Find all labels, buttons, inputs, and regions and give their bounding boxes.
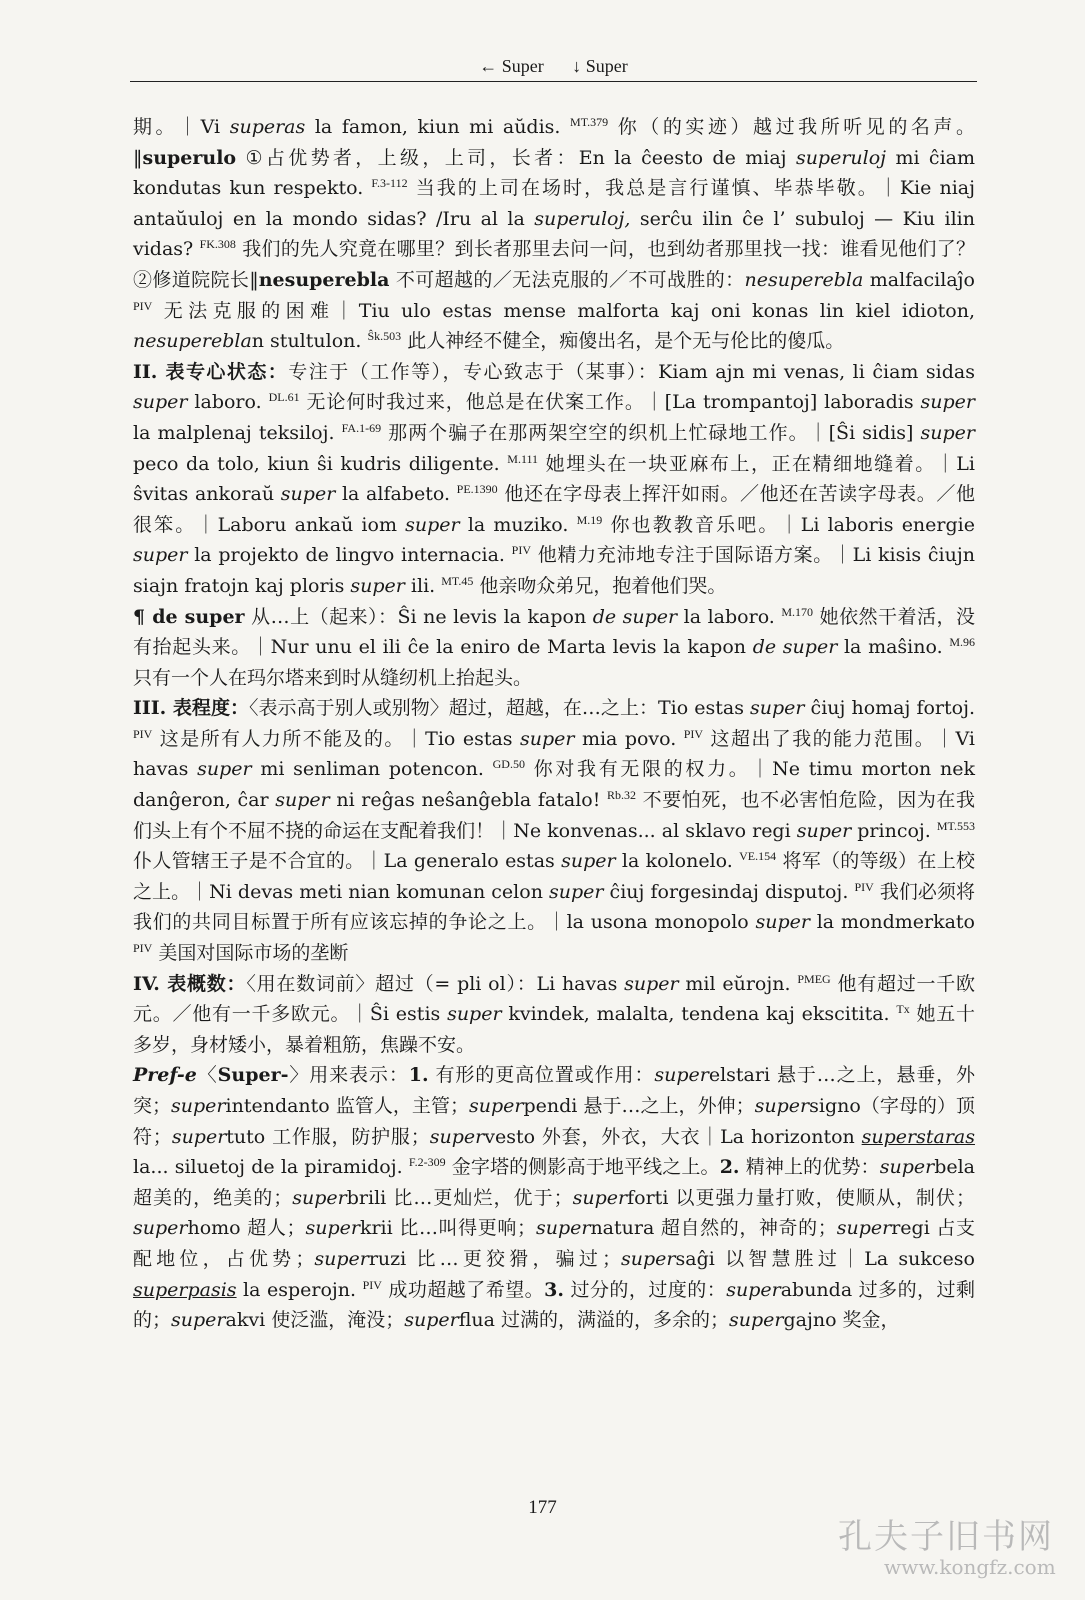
italic-run: super	[133, 1217, 188, 1240]
text-run: elstari 悬于…之上，悬垂，外突；	[133, 1064, 975, 1117]
italic-run: super	[292, 1186, 347, 1209]
bold-run: superulo	[142, 146, 237, 169]
text-run: mia povo.	[574, 727, 684, 750]
italic-run: superuloj,	[534, 207, 631, 230]
text-run: 〈表示高于别人或别物〉超过，超越，在…之上：Tio estas	[249, 697, 751, 720]
text-run: 那两个骗子在那两架空空的织机上忙碌地工作。｜[Ŝi sidis]	[381, 421, 921, 444]
text-run: signo（字母的）顶符；	[133, 1095, 975, 1148]
source-reference: Rb.32	[606, 788, 636, 803]
italic-run: super	[561, 850, 616, 873]
text-run: 〈	[196, 1064, 218, 1087]
italic-run: super	[754, 1095, 810, 1117]
text-run: 金字塔的侧影高于地平线之上。	[445, 1156, 720, 1179]
text-run: n stultulon.	[251, 330, 368, 353]
text-run: flua 过满的，满溢的，多余的；	[458, 1309, 729, 1332]
source-reference: MT.553	[936, 818, 975, 833]
source-reference: M.170	[781, 604, 814, 619]
watermark	[838, 1518, 1063, 1578]
italic-run: super	[314, 1247, 369, 1270]
italic-run: super	[404, 1309, 459, 1332]
text-run: 从…上（起来）：Ŝi ne levis la kapon	[244, 605, 593, 628]
italic-run: superuloj	[795, 146, 887, 169]
text-run: 他还在字母表上挥汗如雨。／他还在苦读字母表。／他很笨。｜Laboru ankaŭ iom	[133, 483, 975, 536]
italic-run: superas	[229, 116, 306, 138]
text-run: 此人神经不健全，痴傻出名，是个无与伦比的傻瓜。	[401, 330, 845, 353]
text-run: vesto 外套，外衣，大衣｜La horizonton	[484, 1125, 862, 1148]
text-run: 美国对国际市场的垄断	[152, 942, 349, 965]
text-run: pendi 悬于…之上，外伸；	[523, 1095, 755, 1117]
source-reference: PIV	[133, 941, 153, 956]
source-reference: F.3-112	[371, 176, 408, 191]
text-run: 不可超越的／无法克服的／不可战胜的：	[389, 268, 745, 291]
text-run: 期。｜Vi	[133, 116, 230, 138]
italic-run: super	[133, 391, 188, 414]
source-reference: VE.154	[739, 849, 777, 864]
source-reference: PIV	[133, 298, 153, 313]
text-run: 你（的实迹）越过我所听见的名声。‖	[133, 116, 975, 169]
italic-run: super	[350, 574, 405, 597]
text-run: 当我的上司在场时，我总是言行谨慎、毕恭毕敬。｜Kie niaj antaŭuloj en la mondo sidas? /Iru al la	[133, 177, 975, 230]
italic-run: super	[750, 697, 805, 720]
text-run: 只有一个人在玛尔塔来到时从缝纫机上抬起头。	[133, 666, 533, 689]
text-run: la alfabeto.	[335, 483, 457, 506]
text-run: 她埋头在一块亚麻布上，正在精细地缝着。｜Li ŝvitas ankoraŭ	[133, 452, 975, 506]
text-run: 这超出了我的能力范围。｜Vi havas	[133, 727, 975, 781]
italic-run: super	[654, 1064, 709, 1087]
bold-run: IV. 表概数：	[133, 972, 247, 995]
source-reference: PMEG	[797, 971, 831, 986]
paragraph	[133, 693, 975, 968]
text-run: la famon, kiun mi aŭdis.	[305, 116, 571, 138]
italic-run: super	[468, 1095, 524, 1117]
italic-run: de super	[592, 605, 678, 628]
italic-run: de super	[752, 636, 838, 659]
text-run: forti 以更强力量打败，使顺从，制伏；	[627, 1186, 976, 1209]
source-reference: M.96	[949, 635, 975, 650]
italic-run: super	[133, 544, 188, 567]
text-run: 〉用来表示：	[288, 1064, 409, 1087]
text-run: ①占优势者，上级，上司，长者：En la ĉeesto de miaj	[236, 146, 796, 169]
text-run: 我们的先人究竟在哪里？到长者那里去问一问，也到幼者那里找一找：谁看见他们了？②修道院院长‖	[133, 238, 976, 291]
italic-run: super	[280, 483, 336, 506]
bold-italic-run: Pref-e	[133, 1064, 197, 1087]
source-reference: DL.61	[268, 390, 300, 405]
watermark-url: www.kongfz.com	[884, 1555, 1056, 1579]
bold-run: 2.	[719, 1156, 740, 1179]
bold-run: ¶ de super	[133, 605, 245, 628]
bold-run: 3.	[544, 1278, 564, 1301]
italic-run: super	[197, 758, 252, 781]
text-run: mil eŭrojn.	[678, 972, 798, 995]
text-run: la laboro.	[677, 605, 782, 628]
text-run: 我们必须将我们的共同目标置于所有应该忘掉的争论之上。｜la usona monopolo	[133, 880, 975, 934]
text-run: 他亲吻众弟兄，抱着他们哭。	[473, 574, 727, 597]
italic-run: super	[879, 1156, 935, 1179]
text-run: laboro.	[187, 391, 269, 414]
text-run: 她五十多岁，身材矮小，暴着粗筋，焦躁不安。	[133, 1003, 975, 1056]
source-reference: M.111	[507, 451, 539, 466]
text-run: la muziko.	[459, 513, 577, 536]
source-reference: PIV	[854, 879, 874, 894]
text-run: krii 比…叫得更响；	[359, 1217, 536, 1240]
running-head	[130, 56, 977, 82]
text-run: la maŝino.	[837, 636, 950, 659]
paragraph	[133, 357, 975, 602]
source-reference: FA.1-69	[341, 420, 382, 435]
text-run: malfacilaĵo	[863, 268, 975, 291]
italic-run: super	[549, 880, 604, 903]
bold-run: Super-	[217, 1064, 289, 1087]
text-run: 无法克服的困难｜Tiu ulo estas mense malforta kaj oni konas lin kiel idioton,	[152, 299, 975, 322]
text-run: la... siluetoj de la piramidoj.	[133, 1156, 409, 1179]
italic-run: nesuperebla	[133, 330, 252, 353]
text-run: 她依然干着活，没有抬起头来。｜Nur unu el ili ĉe la eniro de Marta levis la kapon	[133, 605, 976, 659]
italic-run: super	[171, 1095, 226, 1117]
italic-run: nesuperebla	[744, 268, 864, 291]
text-run: la kolonelo.	[615, 850, 740, 873]
bold-run: nesuperebla	[258, 268, 390, 291]
bold-run: III. 表程度：	[133, 697, 250, 720]
text-run: ili.	[404, 574, 442, 597]
italic-run: super	[796, 819, 852, 842]
text-run: akvi 使泛滥，淹没；	[225, 1309, 405, 1332]
italic-run: super	[624, 972, 679, 995]
source-reference: GD.50	[492, 757, 525, 772]
italic-run: super	[275, 789, 330, 812]
source-reference: Tx	[896, 1002, 910, 1017]
text-run: 你对我有无限的权力。｜Ne timu morton nek danĝeron, ĉar	[133, 758, 975, 812]
italic-run: super	[171, 1125, 227, 1148]
source-reference: MT.379	[570, 115, 609, 129]
bold-run: 1.	[408, 1064, 429, 1087]
text-run: regi 占支配地位，占优势；	[133, 1217, 976, 1270]
paragraph	[133, 1060, 975, 1335]
text-run: intendanto 监管人，主管；	[225, 1095, 469, 1117]
text-run: peco da tolo, kiun ŝi kudris diligente.	[133, 452, 508, 475]
text-run: 专注于（工作等），专心致志于（某事）：Kiam ajn mi venas, li ĉiam sidas	[288, 360, 975, 383]
watermark-logo-text: 孔夫子旧书网	[838, 1517, 1054, 1557]
text-run: ruzi 比…更狡猾，骗过；	[368, 1247, 622, 1270]
italic-run: super	[572, 1186, 628, 1209]
underlined-example: superstaras	[861, 1125, 975, 1148]
text-run: princoj.	[851, 819, 937, 842]
text-run: abunda 过多的，过剩的；	[133, 1278, 975, 1332]
text-run: 精神上的优势：	[739, 1156, 880, 1179]
italic-run: super	[920, 421, 975, 444]
running-head-left: ← Super	[479, 56, 544, 76]
text-run: serĉu ilin ĉe l’ subuloj — Kiu ilin vidas?	[133, 207, 975, 261]
text-run: bela 超美的，绝美的；	[133, 1156, 975, 1209]
paragraph	[133, 969, 975, 1061]
source-reference: PE.1390	[456, 482, 498, 497]
source-reference: FK.308	[199, 237, 236, 252]
text-run: ni reĝas neŝanĝebla fatalo!	[329, 789, 607, 812]
paragraph	[133, 112, 975, 357]
text-run: 这是所有人力所不能及的。｜Tio estas	[152, 727, 520, 750]
text-run: ĉiuj homaj fortoj.	[804, 697, 975, 720]
italic-run: super	[728, 1309, 784, 1332]
entry-text	[133, 112, 975, 1336]
text-run: 你也教教音乐吧。｜Li laboris energie	[602, 513, 975, 536]
bold-run: II. 表专心状态：	[133, 360, 289, 383]
italic-run: super	[535, 1217, 591, 1240]
text-run: homo 超人；	[187, 1217, 306, 1240]
text-run: saĝi 以智慧胜过｜La sukceso	[675, 1247, 975, 1270]
underlined-example: superpasis	[133, 1278, 237, 1301]
text-run: kvindek, malalta, tendena kaj ekscitita.	[501, 1003, 897, 1026]
italic-run: super	[621, 1247, 676, 1270]
text-run: 他有超过一千欧元。／他有一千多欧元。｜Ŝi estis	[133, 972, 976, 1026]
source-reference: PIV	[362, 1277, 382, 1292]
source-reference: F.2-309	[408, 1155, 446, 1170]
running-head-right: ↓ Super	[572, 56, 628, 76]
text-run: 不要怕死，也不必害怕危险，因为在我们头上有个不屈不挠的命运在支配着我们！｜Ne konvenas... al sklavo regi	[133, 789, 976, 842]
text-run: 他精力充沛地专注于国际语方案。｜Li kisis ĉiujn siajn fratojn kaj ploris	[133, 544, 975, 597]
text-run: la projekto de lingvo internacia.	[187, 544, 512, 567]
italic-run: super	[920, 391, 976, 414]
italic-run: super	[836, 1217, 892, 1240]
paragraph	[133, 602, 975, 694]
text-run: 过分的，过度的：	[563, 1278, 727, 1301]
text-run: la esperojn.	[236, 1278, 363, 1301]
text-run: ĉiuj forgesindaj disputoj.	[603, 880, 855, 903]
text-run: mi ĉiam kondutas kun respekto.	[133, 146, 975, 200]
text-run: 无论何时我过来，他总是在伏案工作。｜[La trompantoj] laboradis	[299, 391, 921, 414]
italic-run: super	[305, 1217, 360, 1240]
page-number: 177	[528, 1497, 557, 1518]
text-run: la malplenaj teksiloj.	[133, 421, 342, 444]
italic-run: super	[429, 1125, 485, 1148]
text-run: 仆人管辖王子是不合宜的。｜La generalo estas	[133, 850, 562, 873]
text-run: 〈用在数词前〉超过（= pli ol）：Li havas	[246, 972, 625, 995]
text-run: 将军（的等级）在上校之上。｜Ni devas meti nian komunan celon	[133, 850, 975, 903]
source-reference: PIV	[511, 543, 532, 558]
source-reference: MT.45	[441, 573, 474, 588]
italic-run: super	[447, 1003, 502, 1026]
text-run: tuto 工作服，防护服；	[226, 1125, 430, 1148]
text-run: mi senliman potencon.	[251, 758, 493, 781]
source-reference: M.19	[576, 512, 603, 527]
italic-run: super	[405, 513, 460, 536]
text-run: natura 超自然的，神奇的；	[590, 1217, 837, 1240]
text-run: la mondmerkato	[809, 911, 975, 934]
italic-run: super	[755, 911, 810, 934]
text-run: brili 比…更灿烂，优于；	[346, 1186, 573, 1209]
source-reference: Ŝk.503	[367, 329, 402, 344]
italic-run: super	[520, 727, 575, 750]
source-reference: PIV	[133, 726, 153, 741]
text-run: 有形的更高位置或作用：	[428, 1064, 655, 1087]
source-reference: PIV	[683, 726, 704, 741]
italic-run: super	[171, 1309, 226, 1332]
italic-run: super	[726, 1278, 781, 1301]
text-run: gajno 奖金，	[783, 1309, 900, 1332]
text-run: 成功超越了希望。	[381, 1278, 545, 1301]
